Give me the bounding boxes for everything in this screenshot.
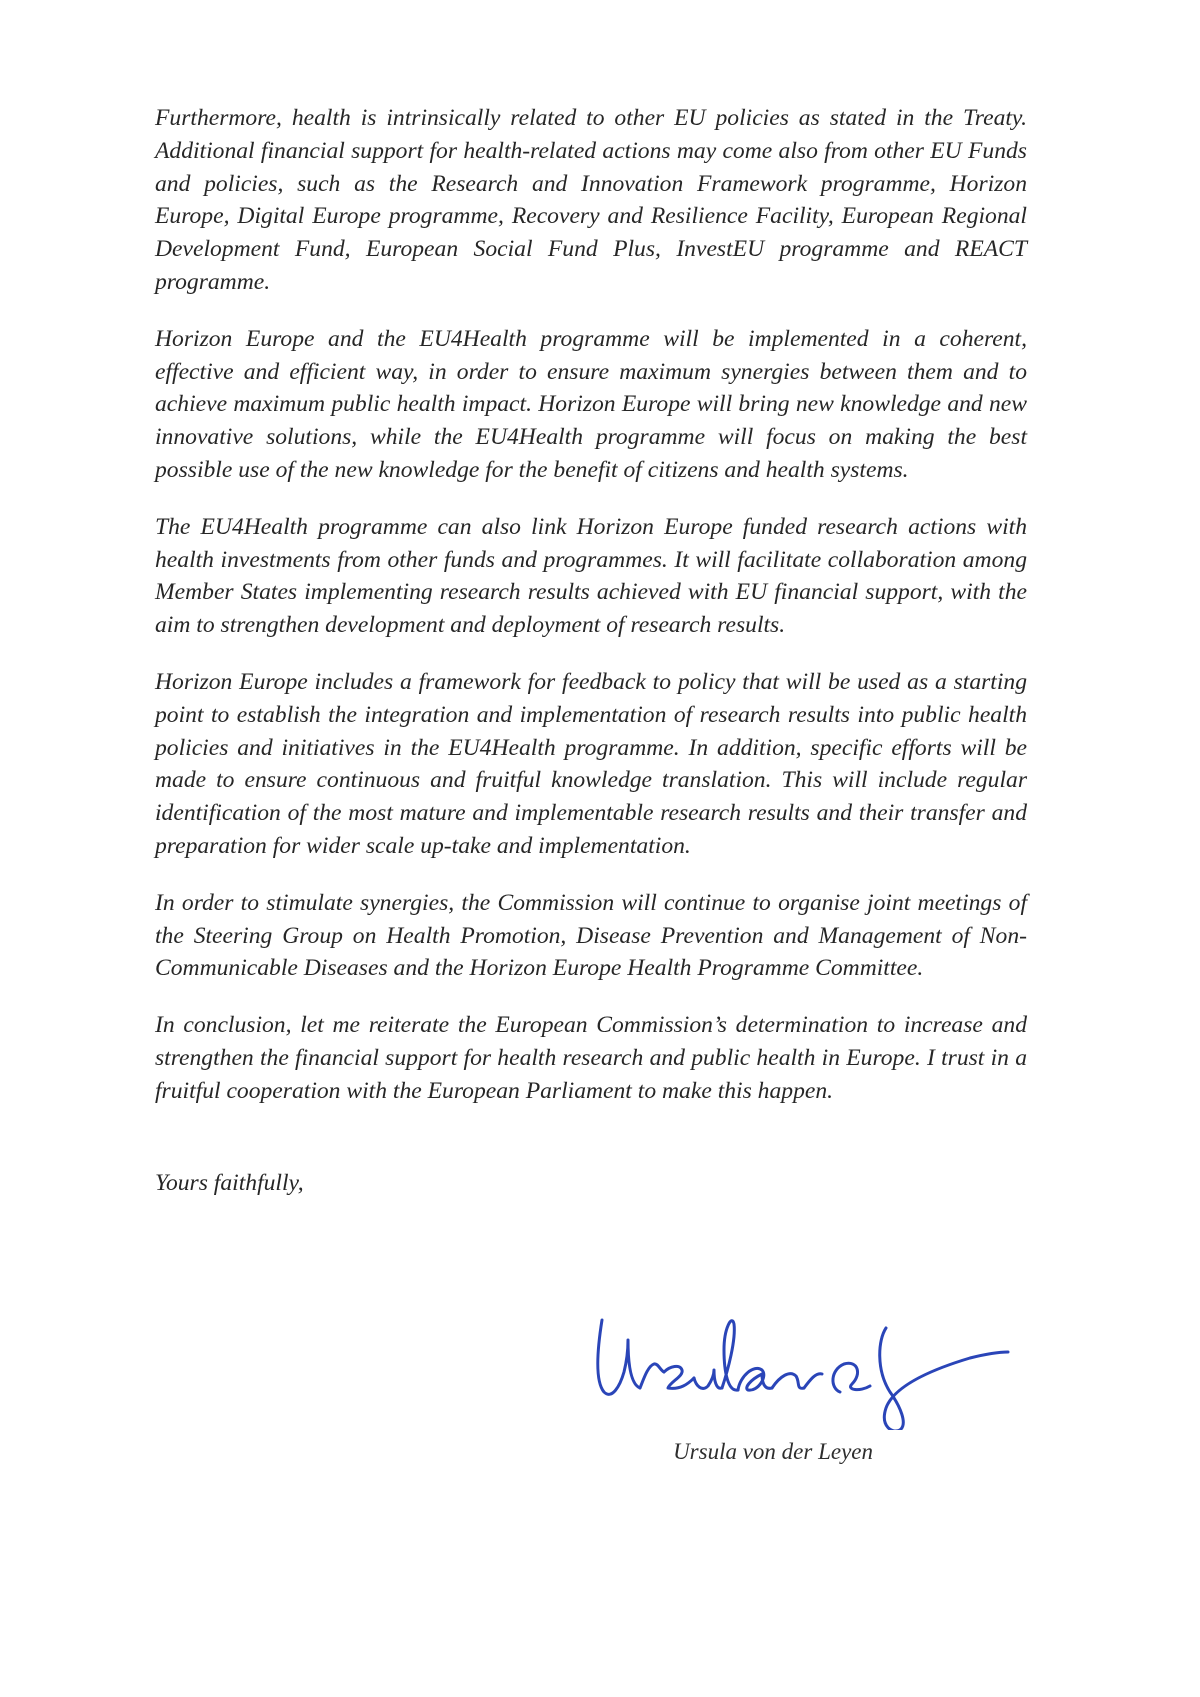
paragraph-other-eu-funds: Furthermore, health is intrinsically related to other EU policies as stated in the Treaty. Additional financial support for health-related actions may come also from other EU Funds and policies, such as the Research and Innovation Framework programme, Horizon Europe, Digital Europe programme, Recovery and Resilience Facility, European Regional Development Fund, European Social Fund Plus, InvestEU programme and REACT programme. (155, 105, 1027, 295)
paragraph-horizon-europe-synergies: Horizon Europe and the EU4Health programme will be implemented in a coherent, effective and efficient way, in order to ensure maximum synergies between them and to achieve maximum public health impact. Horizon Europe will bring new knowledge and new innovative solutions, while the EU4Health programme will focus on making the best possible use of the new knowledge for the benefit of citizens and health systems. (155, 325, 1027, 483)
handwritten-signature (590, 1300, 1010, 1430)
paragraph-feedback-to-policy: Horizon Europe includes a framework for feedback to policy that will be used as a starting point to establish the integration and implementation of research results into public health policies and initiatives in the EU4Health programme. In addition, specific efforts will be made to ensure continuous and fruitful knowledge translation. This will include regular identification of the most mature and implementable research results and their transfer and preparation for wider scale up-take and implementation. (155, 668, 1027, 859)
signer-name-line (0, 1439, 1000, 1465)
signer-name: Ursula von der Leyen (673, 1439, 873, 1464)
paragraph-joint-meetings: In order to stimulate synergies, the Commission will continue to organise joint meetings of the Steering Group on Health Promotion, Disease Prevention and Management of Non-Communicable Diseases and the Horizon Europe Health Programme Committee. (155, 889, 1027, 982)
paragraph-conclusion: In conclusion, let me reiterate the European Commission’s determination to increase and strengthen the financial support for health research and public health in Europe. I trust in a fruitful cooperation with the European Parliament to make this happen. (155, 1012, 1027, 1104)
letter-body (155, 102, 1027, 1132)
closing-salutation: Yours faithfully, (155, 1170, 304, 1196)
paragraph-eu4health-link: The EU4Health programme can also link Horizon Europe funded research actions with health investments from other funds and programmes. It will facilitate collaboration among Member States implementing research results achieved with EU financial support, with the aim to strengthen development and deployment of research results. (155, 513, 1027, 639)
